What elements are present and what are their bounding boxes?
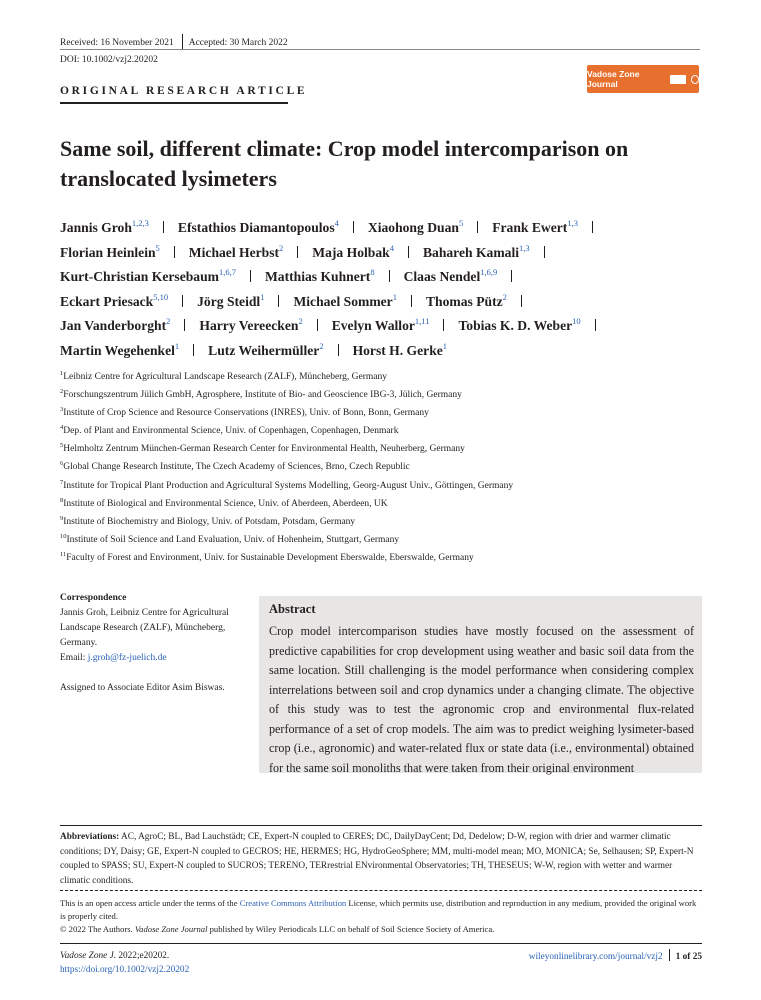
affiliation-text: Institute for Tropical Plant Production and Agricultural Systems Modelling, Georg-August Univ., Göttingen, Germany [63, 480, 514, 491]
license-text [60, 897, 702, 923]
copyright [60, 923, 702, 936]
author-separator [317, 319, 318, 331]
doi[interactable]: DOI: 10.1002/vzj2.20202 [60, 55, 158, 65]
author-name-text: Bahareh Kamali [422, 244, 519, 260]
header-rule [60, 49, 700, 50]
author-line [60, 318, 710, 343]
affiliation-item [60, 478, 720, 499]
author-separator [521, 295, 522, 307]
affiliation-text: Helmholtz Zentrum München-German Research Center for Environmental Health, Neuherberg, Germany [63, 444, 465, 455]
author-affiliation-sup[interactable]: 5 [458, 218, 464, 228]
author-list [60, 220, 710, 367]
author-name[interactable] [60, 242, 160, 260]
author-name-text: Horst H. Gerke [352, 342, 443, 358]
author-separator [184, 319, 185, 331]
author-affiliation-sup[interactable]: 1 [260, 291, 265, 302]
affiliation-text: Global Change Research Institute, The Czech Academy of Sciences, Brno, Czech Republic [63, 462, 410, 473]
author-name-text: Xiaohong Duan [367, 220, 459, 235]
correspondence-email-line [60, 651, 245, 666]
author-separator [389, 270, 390, 282]
author-name-text: Eckart Priesack [60, 293, 154, 309]
author-name-text: Evelyn Wallor [331, 318, 415, 333]
author-affiliation-sup[interactable]: 1 [174, 340, 180, 351]
affiliation-text: Leibniz Centre for Agricultural Landscape Research (ZALF), Müncheberg, Germany [63, 372, 388, 382]
author-name-text: Frank Ewert [492, 220, 568, 235]
author-name[interactable] [332, 318, 430, 333]
author-separator [193, 344, 194, 356]
accepted-date: Accepted: 30 March 2022 [188, 38, 288, 48]
author-separator [297, 246, 298, 258]
author-line [60, 220, 710, 245]
author-separator [182, 295, 183, 307]
author-affiliation-sup[interactable]: 10 [572, 316, 581, 326]
affiliation-text: Institute of Soil Science and Land Evaluation, Univ. of Hohenheim, Stuttgart, Germany [66, 534, 400, 545]
article-type-label: ORIGINAL RESEARCH ARTICLE [60, 85, 308, 97]
author-name[interactable] [199, 318, 302, 333]
affiliation-text: Institute of Crop Science and Resource Conservations (INRES), Univ. of Bonn, Bonn, Germany [63, 408, 429, 419]
author-name[interactable] [422, 242, 530, 260]
author-name[interactable] [188, 242, 284, 260]
author-name-text: Lutz Weihermüller [208, 342, 320, 358]
footer-citation [60, 949, 189, 977]
abstract-text: Crop model intercomparison studies have mostly focused on the assessment of predictive capabilities for crop development using weather and basic soil data from the same location. Still challenging is the model performance when considering complex interrelations between soil and crop dynamics under a changing climate. The objective of this study was to test the agronomic crop and environmental flux-related performance of a set of crop models. The aim was to predict weighing lysimeter-based crop (i.e., agronomic) and water-related flux or state data (i.e., environmental) obtained for the same soil monoliths that were taken from their original environment [269, 624, 694, 775]
author-name-text: Claas Nendel [403, 269, 481, 284]
creative-commons-link[interactable]: Creative Commons Attribution [239, 898, 347, 908]
author-name-text: Efstathios Diamantopoulos [177, 220, 335, 235]
author-name-text: Tobias K. D. Weber [458, 318, 573, 333]
copyright-after: published by Wiley Periodicals LLC on behalf of Soil Science Society of America. [209, 924, 495, 934]
journal-logo-text: Vadose Zone Journal [587, 69, 640, 89]
date-separator [182, 34, 183, 50]
affiliation-number: 2 [60, 388, 64, 396]
article-dates [60, 34, 288, 50]
affiliation-number: 6 [60, 460, 64, 468]
author-name[interactable] [60, 318, 170, 333]
author-separator [163, 221, 164, 233]
affiliation-item [60, 372, 720, 390]
author-separator [443, 319, 444, 331]
affiliations [60, 372, 720, 571]
abbreviations-heading: Abbreviations: [60, 832, 120, 842]
article-type-underline [60, 102, 288, 104]
abstract-box [259, 596, 702, 773]
affiliation-item [60, 532, 720, 553]
author-name[interactable] [60, 269, 236, 284]
author-separator [592, 221, 593, 233]
open-access-icon [691, 75, 699, 84]
affiliation-text: Institute of Biological and Environmental Science, Univ. of Aberdeen, Aberdeen, UK [63, 498, 388, 509]
society-badge-icon [670, 75, 686, 84]
author-name-text: Harry Vereecken [199, 318, 299, 333]
abstract-heading: Abstract [269, 602, 316, 616]
abbreviations-rule [60, 825, 702, 826]
author-line [60, 242, 710, 270]
author-name-text: Kurt-Christian Kersebaum [60, 269, 219, 284]
author-separator [353, 221, 354, 233]
author-separator [477, 221, 478, 233]
author-name[interactable] [60, 340, 180, 358]
author-affiliation-sup[interactable]: 2 [298, 316, 303, 326]
affiliation-text: Faculty of Forest and Environment, Univ. for Sustainable Development Eberswalde, Eberswalde, Germany [66, 552, 474, 563]
footer-citation-line [60, 949, 189, 963]
author-name-text: Matthias Kuhnert [264, 269, 371, 284]
author-affiliation-sup[interactable]: 8 [370, 267, 375, 277]
correspondence-text: Jannis Groh, Leibniz Centre for Agricultural Landscape Research (ZALF), Müncheberg, Germany. [60, 608, 229, 648]
abbreviations-text: AC, AgroC; BL, Bad Lauchstädt; CE, Expert-N coupled to CERES; DC, DailyDayCent; Dd, Dedelow; D-W, region with drier and warmer climatic conditions; DY, Daisy; GE, Expert-N coupled to GECROS; HE, HERMES; HG, HydroGeoSphere; MM, multi-model mean; MO, MONICA; Se, Selhausen; SP, Expert-N coupled to SPASS; SU, Expert-N coupled to SUCROS; TERENO, TERrestrial ENvironmental Observatories; TH, THESEUS; W-W, region with wetter and warmer climatic conditions. [60, 832, 694, 886]
author-separator [544, 246, 545, 258]
copyright-journal: Vadose Zone Journal [134, 924, 208, 934]
affiliation-item [60, 390, 720, 408]
footer-year: 2022;e20202. [118, 951, 170, 961]
author-line [60, 269, 710, 294]
author-affiliation-sup[interactable]: 2 [279, 242, 284, 253]
copyright-before: © 2022 The Authors. [60, 924, 133, 934]
author-name-text: Thomas Pütz [425, 293, 503, 309]
author-affiliation-sup[interactable]: 1,6,7 [218, 267, 236, 277]
affiliation-item [60, 426, 720, 444]
author-affiliation-sup[interactable]: 2 [319, 340, 324, 351]
associate-editor: Assigned to Associate Editor Asim Biswas. [60, 683, 225, 693]
author-affiliation-sup[interactable]: 5 [155, 242, 160, 253]
spacer [60, 666, 245, 681]
author-affiliation-sup[interactable]: 1 [392, 291, 397, 302]
affiliation-number: 9 [60, 514, 64, 522]
affiliation-item [60, 444, 720, 462]
author-separator [338, 344, 339, 356]
author-affiliation-sup[interactable]: 5,10 [153, 291, 169, 302]
author-name-text: Martin Wegehenkel [60, 342, 175, 358]
author-name[interactable] [178, 220, 339, 235]
author-name-text: Florian Heinlein [60, 244, 156, 260]
email-label: Email: [60, 653, 86, 663]
author-name[interactable] [312, 242, 394, 260]
author-line [60, 340, 710, 368]
author-name[interactable] [368, 220, 463, 235]
author-name[interactable] [208, 340, 324, 358]
author-name[interactable] [197, 291, 265, 309]
author-separator [411, 295, 412, 307]
author-name-text: Jörg Steidl [197, 293, 261, 309]
correspondence-heading: Correspondence [60, 593, 127, 603]
author-affiliation-sup[interactable]: 1,2,3 [131, 218, 149, 228]
affiliation-item [60, 408, 720, 426]
affiliation-number: 4 [60, 424, 64, 432]
page-number: 1 of 25 [675, 952, 702, 962]
author-name[interactable] [60, 220, 149, 235]
author-name-text: Michael Herbst [188, 244, 280, 260]
license-text-after: License, which permits use, distribution and reproduction in any medium, provided the original work is properly cited. [60, 898, 697, 921]
affiliation-number: 5 [60, 442, 64, 450]
affiliation-number: 10 [60, 532, 67, 540]
email-link[interactable]: j.groh@fz-juelich.de [87, 653, 167, 663]
affiliation-item [60, 550, 720, 571]
author-separator [250, 270, 251, 282]
author-affiliation-sup[interactable]: 1,11 [414, 316, 430, 326]
author-affiliation-sup[interactable]: 1,3 [567, 218, 578, 228]
correspondence [60, 591, 245, 696]
article-title: Same soil, different climate: Crop model intercomparison on translocated lysimeters [60, 136, 629, 191]
license-divider [60, 890, 702, 891]
author-name[interactable] [293, 291, 397, 309]
author-name-text: Maja Holbak [312, 244, 390, 260]
author-separator [278, 295, 279, 307]
affiliation-number: 3 [60, 406, 64, 414]
footer-separator [669, 949, 670, 961]
author-name[interactable] [404, 269, 498, 284]
affiliation-text: Dep. of Plant and Environmental Science, Univ. of Copenhagen, Copenhagen, Denmark [63, 426, 399, 437]
author-name-text: Michael Sommer [293, 293, 393, 309]
author-affiliation-sup[interactable]: 1 [442, 340, 448, 351]
license-text-before: This is an open access article under the terms of the [60, 898, 238, 908]
affiliation-number: 11 [60, 550, 67, 558]
affiliation-item [60, 514, 720, 535]
author-name[interactable] [60, 291, 169, 309]
footer-rule [60, 943, 702, 944]
author-affiliation-sup[interactable]: 1,6,9 [480, 267, 498, 277]
received-date: Received: 16 November 2021 [60, 38, 174, 48]
author-name[interactable] [352, 340, 448, 358]
affiliation-text: Institute of Biochemistry and Biology, Univ. of Potsdam, Potsdam, Germany [63, 516, 356, 527]
affiliation-text: Forschungszentrum Jülich GmbH, Agrosphere, Institute of Bio- and Geoscience IBG-3, Jülich, Germany [63, 390, 462, 401]
author-separator [511, 270, 512, 282]
author-name[interactable] [492, 220, 578, 235]
journal-logo[interactable] [587, 65, 699, 93]
affiliation-number: 7 [60, 478, 64, 486]
author-affiliation-sup[interactable]: 2 [502, 291, 507, 302]
footer-right [529, 949, 702, 962]
author-affiliation-sup[interactable]: 4 [389, 242, 394, 253]
author-name[interactable] [265, 269, 375, 284]
author-line [60, 291, 710, 319]
journal-site-link[interactable]: wileyonlinelibrary.com/journal/vzj2 [528, 952, 663, 962]
author-separator [174, 246, 175, 258]
article-type [60, 85, 307, 97]
author-affiliation-sup[interactable]: 1,3 [519, 242, 530, 253]
author-separator [408, 246, 409, 258]
affiliation-number: 1 [60, 370, 64, 377]
footer-journal: Vadose Zone J. [60, 951, 117, 961]
abbreviations [60, 830, 702, 888]
affiliation-item [60, 496, 720, 517]
author-name-text: Jan Vanderborght [60, 318, 167, 333]
affiliation-number: 8 [60, 496, 64, 504]
affiliation-item [60, 462, 720, 480]
author-name[interactable] [458, 318, 580, 333]
author-name-text: Jannis Groh [60, 220, 132, 235]
license-notice [60, 897, 702, 936]
author-affiliation-sup[interactable]: 2 [166, 316, 171, 326]
author-separator [595, 319, 596, 331]
author-affiliation-sup[interactable]: 4 [334, 218, 339, 228]
author-name[interactable] [425, 291, 507, 309]
footer-doi-link[interactable]: https://doi.org/10.1002/vzj2.20202 [60, 965, 190, 975]
